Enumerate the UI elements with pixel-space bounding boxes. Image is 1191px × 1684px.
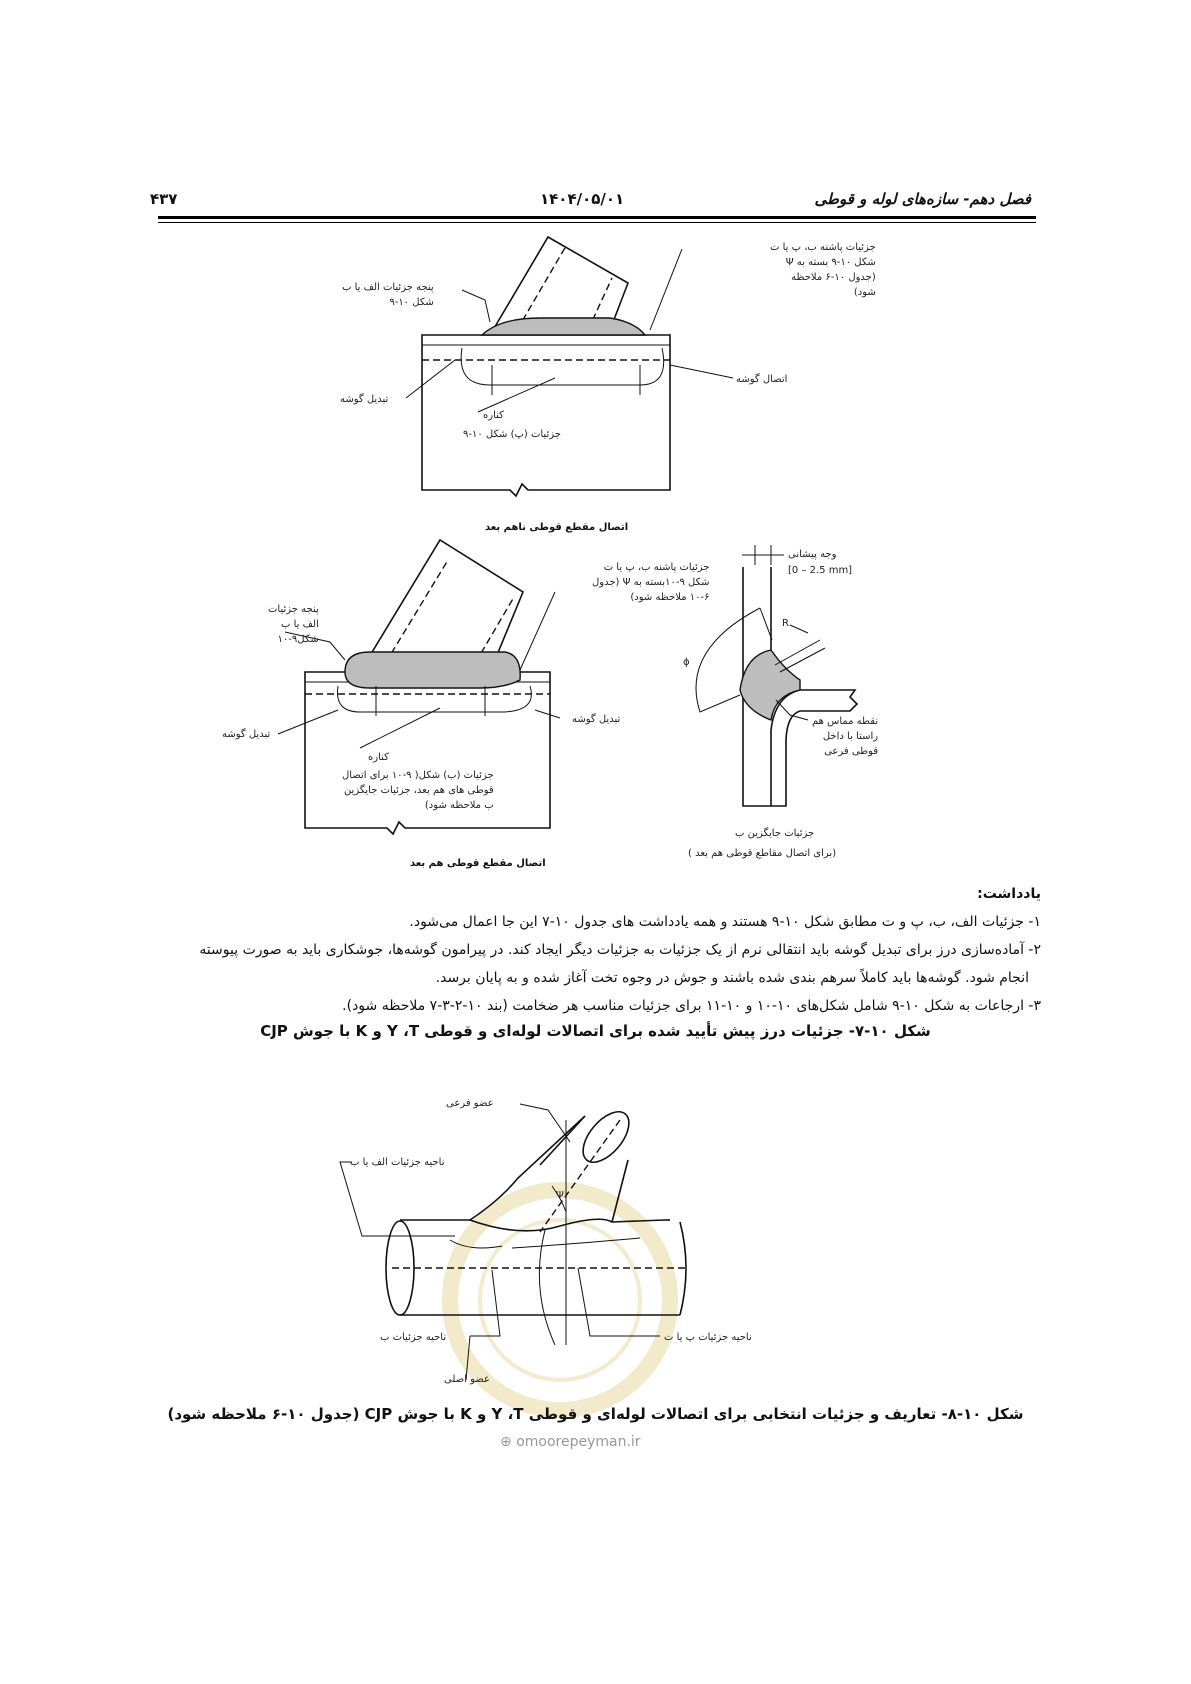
- corner-transition-right-label: تبدیل گوشه: [572, 714, 621, 725]
- psi-label: Ψ: [556, 1190, 564, 1201]
- toe-detail-label: پنجه جزئیات الف یا ب شکل ۱۰-۹: [342, 282, 434, 308]
- alt-detail-note: (برای اتصال مقاطع قوطی هم بعد ): [688, 848, 837, 859]
- note-item: ۱- جزئیات الف، ب، پ و ت مطابق شکل ۱۰-۹ هستند و همه یادداشت های جدول ۱۰-۷ این جا اعمال می‌شود.: [409, 914, 1041, 930]
- chapter-title: فصل دهم- سازه‌های لوله و قوطی: [814, 190, 1031, 208]
- note-item: انجام شود. گوشه‌ها باید کاملاً سرهم بندی شده باشند و جوش در وجوه تخت آغاز شده و به پایان برسد.: [435, 970, 1029, 986]
- detail-c-label: جزئیات (پ) شکل ۱۰-۹: [463, 429, 561, 440]
- header-date: ۱۴۰۴/۰۵/۰۱: [540, 190, 625, 208]
- detail-c-label-2: جزئیات (ب) شکل( ۹-۱۰ برای اتصال قوطی های هم بعد، جزئیات جایگزین ب ملاحظه شود): [342, 770, 494, 811]
- fig-mid-caption: اتصال مقطع قوطی هم بعد: [410, 858, 546, 869]
- face-range: [0 – 2.5 mm]: [788, 565, 853, 576]
- radius-label: R: [782, 618, 789, 629]
- page-number: ۴۳۷: [150, 190, 178, 208]
- corner-joint-label: اتصال گوشه: [736, 374, 788, 385]
- figure-8-caption: شکل ۱۰-۸- تعاریف و جزئیات انتخابی برای اتصالات لوله‌ای و قوطی Y ،T و K با جوش CJP (جدول ۱۰-۶ ملاحظه شود): [167, 1405, 1024, 1423]
- toe-detail-label-2: پنجه جزئیات الف یا ب شکل۹-۱۰: [268, 604, 319, 645]
- figure-7-caption: شکل ۱۰-۷- جزئیات درز پیش تأیید شده برای اتصالات لوله‌ای و قوطی Y ،T و K با جوش CJP: [260, 1022, 931, 1040]
- angle-label: ϕ: [683, 657, 690, 668]
- main-member-label: عضو اصلی: [444, 1374, 490, 1385]
- notes-title: یادداشت:: [977, 886, 1041, 902]
- side-label-2: کناره: [368, 752, 389, 763]
- fig-top-caption: اتصال مقطع قوطی ناهم بعد: [485, 522, 629, 533]
- watermark-text: ⊕ omoorepeyman.ir: [500, 1434, 641, 1450]
- tangent-note: نقطه مماس هم راستا با داخل قوطی فرعی: [812, 716, 879, 757]
- corner-transition-label: تبدیل گوشه: [340, 394, 389, 405]
- corner-transition-left-label: تبدیل گوشه: [222, 729, 271, 740]
- alt-detail-label: جزئیات جایگزین ب: [735, 828, 815, 839]
- zone-b-label: ناحیه جزئیات ب: [380, 1332, 447, 1343]
- face-label: وجه پیشانی: [788, 549, 837, 560]
- watermark-icon: ⊕: [500, 1434, 512, 1450]
- note-item: ۲- آماده‌سازی درز برای تبدیل گوشه باید انتقالی نرم از یک جزئیات به جزئیات دیگر ایجاد کند. در پیرامون گوشه‌ها، جوشکاری باید به صورت پیوسته: [199, 942, 1041, 958]
- heel-detail-label: جزئیات پاشنه ب، پ یا ت شکل ۱۰-۹ بسته به Ψ (جدول ۱۰-۶ ملاحظه شود): [770, 242, 876, 298]
- side-label: کناره: [483, 410, 504, 421]
- note-item: ۳- ارجاعات به شکل ۱۰-۹ شامل شکل‌های ۱۰-۱۰ و ۱۰-۱۱ برای جزئیات مناسب هر ضخامت (بند ۱۰-۲-۳-۷ ملاحظه شود).: [342, 998, 1041, 1014]
- heel-detail-label-2: جزئیات پاشنه ب، پ یا ت شکل ۹-۱۰بسته به Ψ (جدول ۱۰-۶ ملاحظه شود): [592, 562, 710, 603]
- branch-member-label: عضو فرعی: [446, 1098, 494, 1109]
- zone-ab-label: ناحیه جزئیات الف یا ب: [350, 1157, 445, 1168]
- zone-ct-label: ناحیه جزئیات پ یا ت: [664, 1332, 752, 1343]
